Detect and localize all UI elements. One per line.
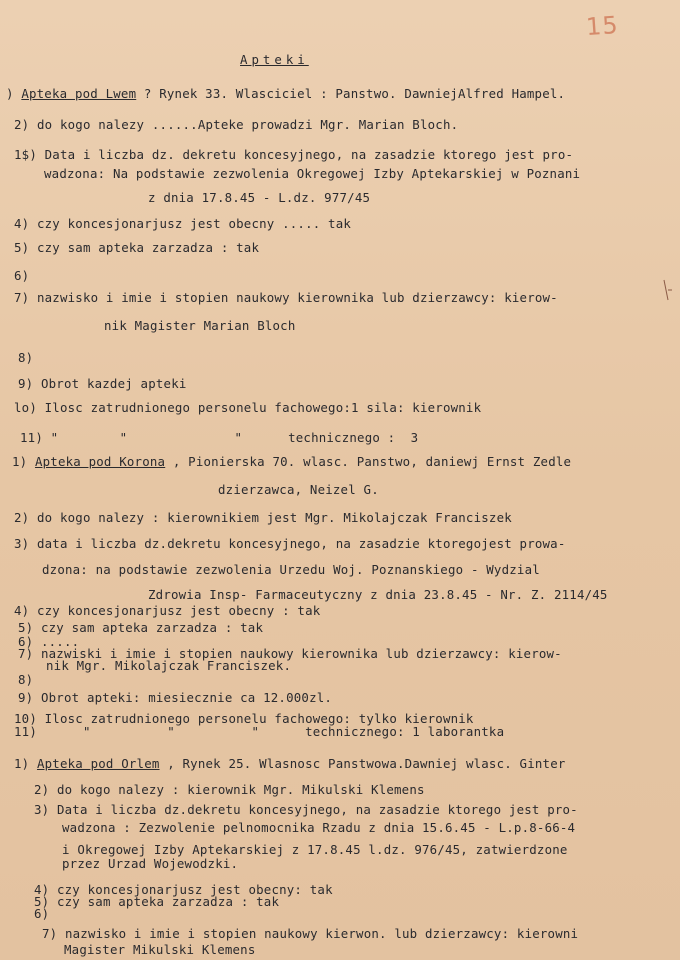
text-line: 9) Obrot kazdej apteki bbox=[18, 376, 187, 391]
text-line: 4) czy koncesjonarjusz jest obecny: tak bbox=[34, 882, 333, 897]
text-line: 3) Data i liczba dz.dekretu koncesyjnego, na zasadzie ktorego jest pro- bbox=[34, 802, 578, 817]
text-line: 8) bbox=[18, 672, 34, 687]
text-line: przez Urzad Wojewodzki. bbox=[62, 856, 239, 871]
text-line: Zdrowia Insp- Farmaceutyczny z dnia 23.8.45 - Nr. Z. 2114/45 bbox=[148, 587, 608, 602]
text-line: 11) " " " technicznego : 3 bbox=[20, 430, 419, 445]
text-line: nik Magister Marian Bloch bbox=[104, 318, 296, 333]
text-line: 2) do kogo nalezy : kierownikiem jest Mgr. Mikolajczak Franciszek bbox=[14, 510, 512, 525]
page-title: Apteki bbox=[240, 52, 309, 67]
text-line: 3) data i liczba dz.dekretu koncesyjnego, na zasadzie ktoregojest prowa- bbox=[14, 536, 566, 551]
text-line: 7) nazwisko i imie i stopien naukowy kierwon. lub dzierzawcy: kierowni bbox=[42, 926, 579, 941]
text-line: 5) czy sam apteka zarzadza : tak bbox=[34, 894, 280, 909]
item-number: 1) bbox=[12, 454, 35, 469]
line-rest: , Pionierska 70. wlasc. Panstwo, daniewj Ernst Zedle bbox=[165, 454, 572, 469]
margin-tick bbox=[664, 280, 668, 300]
text-line: 2) do kogo nalezy ......Apteke prowadzi Mgr. Marian Bloch. bbox=[14, 117, 459, 132]
text-line: dzierzawca, Neizel G. bbox=[218, 482, 379, 497]
item-number: ) bbox=[6, 86, 22, 101]
text-line: 6) ..... bbox=[18, 634, 80, 649]
text-line: 5) czy sam apteka zarzadza : tak bbox=[18, 620, 264, 635]
text-line: z dnia 17.8.45 - L.dz. 977/45 bbox=[148, 190, 371, 205]
text-line: 9) Obrot apteki: miesiecznie ca 12.000zl. bbox=[18, 690, 333, 705]
text-line: 4) czy koncesjonarjusz jest obecny ..... tak bbox=[14, 216, 352, 231]
text-line: lo) Ilosc zatrudnionego personelu fachowego:1 sila: kierownik bbox=[14, 400, 482, 415]
text-line: dzona: na podstawie zezwolenia Urzedu Woj. Poznanskiego - Wydzial bbox=[42, 562, 540, 577]
text-line: wadzona : Zezwolenie pelnomocnika Rzadu z dnia 15.6.45 - L.p.8-66-4 bbox=[62, 820, 576, 835]
text-line: 6) bbox=[14, 268, 30, 283]
text-line: 10) Ilosc zatrudnionego personelu fachowego: tylko kierownik bbox=[14, 711, 474, 726]
text-line: 8) bbox=[18, 350, 34, 365]
text-line: 7) nazwisko i imie i stopien naukowy kierownika lub dzierzawcy: kierow- bbox=[14, 290, 558, 305]
text-line: 7) nazwiski i imie i stopien naukowy kierownika lub dzierzawcy: kierow- bbox=[18, 646, 562, 661]
text-line: nik Mgr. Mikolajczak Franciszek. bbox=[46, 658, 292, 673]
line-rest: , Rynek 25. Wlasnosc Panstwowa.Dawniej wlasc. Ginter bbox=[159, 756, 566, 771]
text-line: 2) do kogo nalezy : kierownik Mgr. Mikulski Klemens bbox=[34, 782, 425, 797]
text-line: 4) czy koncesjonarjusz jest obecny : tak bbox=[14, 603, 321, 618]
pharmacy-name: Apteka pod Lwem bbox=[21, 86, 137, 101]
text-line: 6) bbox=[34, 906, 50, 921]
text-line: i Okregowej Izby Aptekarskiej z 17.8.45 l.dz. 976/45, zatwierdzone bbox=[62, 842, 568, 857]
pharmacy-name: Apteka pod Korona bbox=[34, 454, 166, 469]
text-line: wadzona: Na podstawie zezwolenia Okregowej Izby Aptekarskiej w Poznani bbox=[44, 166, 581, 181]
text-line: Magister Mikulski Klemens bbox=[64, 942, 256, 957]
text-line: 11) " " " technicznego: 1 laborantka bbox=[14, 724, 505, 739]
item-number: 1) bbox=[14, 756, 37, 771]
text-line: 5) czy sam apteka zarzadza : tak bbox=[14, 240, 260, 255]
page-number: 15 bbox=[585, 10, 620, 42]
text-line: 1$) Data i liczba dz. dekretu koncesyjnego, na zasadzie ktorego jest pro- bbox=[14, 147, 574, 162]
pharmacy-name: Apteka pod Orlem bbox=[36, 756, 160, 771]
line-rest: ? Rynek 33. Wlasciciel : Panstwo. DawniejAlfred Hampel. bbox=[136, 86, 566, 101]
